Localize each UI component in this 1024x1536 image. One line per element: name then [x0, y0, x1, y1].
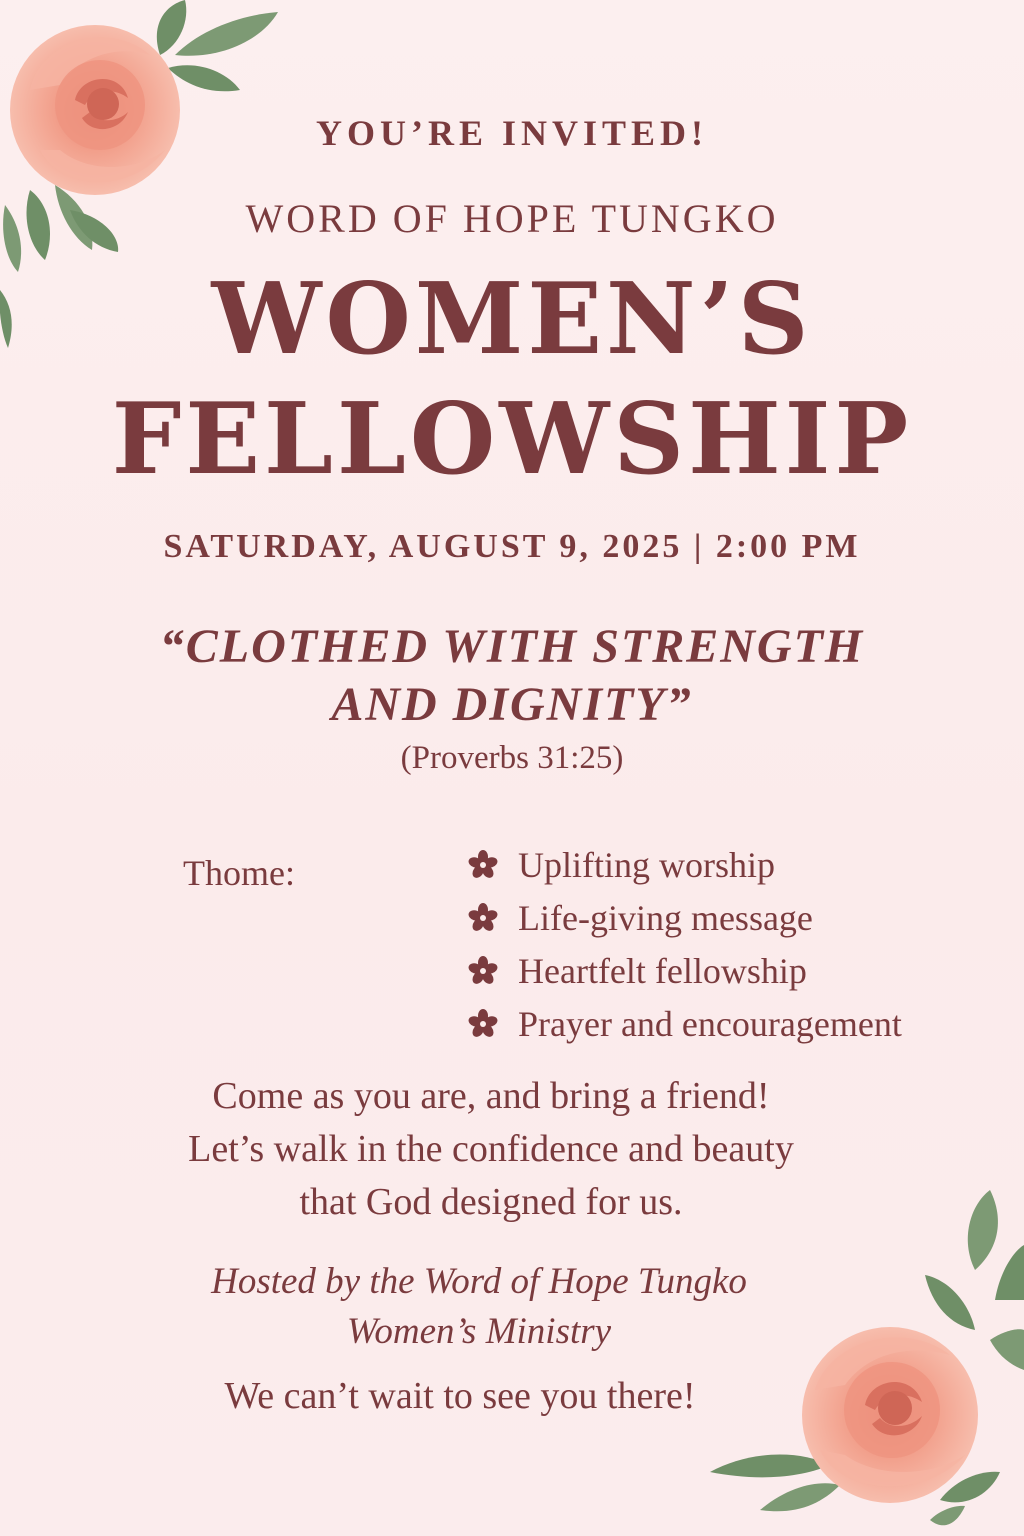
closing-line-1: Come as you are, and bring a friend!: [212, 1075, 770, 1117]
highlight-text: Prayer and encouragement: [518, 1003, 902, 1044]
closing-message: [0, 1070, 982, 1229]
list-item: [468, 891, 902, 944]
hosted-by-line-1: Hosted by the Word of Hope Tungko: [211, 1261, 747, 1302]
closing-line-2: Let’s walk in the confidence and beauty: [188, 1128, 794, 1170]
theme-quote-line-2: AND DIGNITY”: [331, 678, 693, 731]
list-item: [468, 944, 902, 997]
event-title-line-2: FELLOWSHIP: [111, 382, 913, 497]
theme-quote: [0, 618, 1024, 734]
church-name: WORD OF HOPE TUNGKO: [245, 196, 779, 241]
flower-bullet-icon: [468, 1009, 498, 1039]
event-title-line-1: WOMEN’S: [211, 262, 813, 377]
list-item: [468, 838, 902, 891]
see-you-message: We can’t wait to see you there!: [224, 1375, 696, 1417]
flower-bullet-icon: [468, 903, 498, 933]
highlight-text: Life-giving message: [518, 897, 813, 938]
hosted-by-line-2: Women’s Ministry: [346, 1311, 612, 1352]
theme-label: Thome:: [183, 853, 295, 893]
list-item: [468, 997, 902, 1050]
closing-line-3: that God designed for us.: [299, 1181, 683, 1223]
hosted-by: [0, 1257, 958, 1357]
theme-quote-line-1: “CLOTHED WITH STRENGTH: [159, 620, 865, 673]
highlight-text: Uplifting worship: [518, 844, 775, 885]
rose-bottom-right-icon: [700, 1180, 1024, 1536]
scripture-reference: (Proverbs 31:25): [400, 740, 624, 776]
event-datetime: SATURDAY, AUGUST 9, 2025 | 2:00 PM: [163, 528, 861, 565]
invite-line: YOU’RE INVITED!: [315, 113, 709, 153]
highlights-list: [468, 838, 902, 1050]
flower-bullet-icon: [468, 850, 498, 880]
flower-bullet-icon: [468, 956, 498, 986]
highlight-text: Heartfelt fellowship: [518, 950, 807, 991]
